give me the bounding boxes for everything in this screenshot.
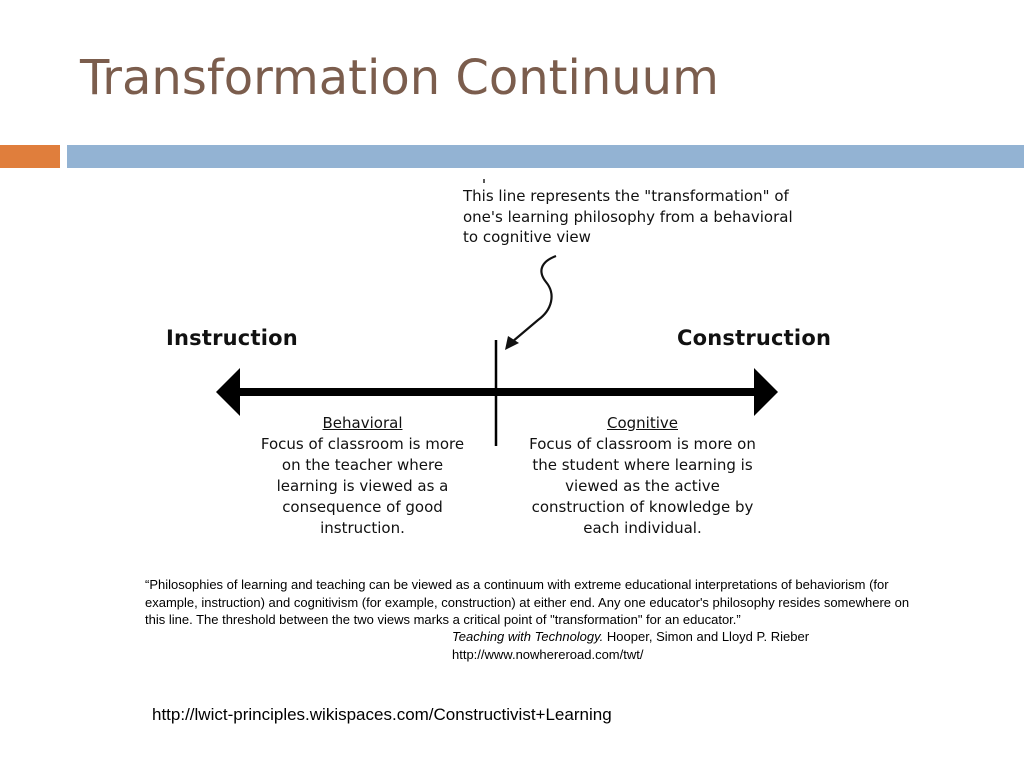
accent-bar-orange [0,145,60,168]
citation-url[interactable]: http://www.nowhereroad.com/twt/ [452,646,644,662]
citation-title: Teaching with Technology. [452,629,604,644]
annotation-text: This line represents the "transformation" of one's learning philosophy from a behavioral to cognitive view [463,187,793,246]
cognitive-description [520,413,765,539]
left-arrowhead [216,368,240,416]
continuum-diagram [0,170,1024,565]
slide-title: Transformation Continuum [80,50,719,106]
accent-bar-blue [67,145,1024,168]
pointer-arrow-line [512,256,556,342]
source-link[interactable]: http://lwict-principles.wikispaces.com/Constructivist+Learning [152,705,612,724]
construction-label: Construction [677,326,832,350]
citation-authors: Hooper, Simon and Lloyd P. Rieber [606,629,810,644]
instruction-label: Instruction [166,326,298,350]
behavioral-description [250,413,475,539]
right-arrowhead [754,368,778,416]
cognitive-text: Focus of classroom is more on the student where learning is viewed as the active construction of knowledge by each individual. [529,435,756,537]
cognitive-heading: Cognitive [606,414,678,432]
behavioral-text: Focus of classroom is more on the teacher where learning is viewed as a consequence of good instruction. [260,435,465,537]
behavioral-heading: Behavioral [322,414,403,432]
quote-text: “Philosophies of learning and teaching can be viewed as a continuum with extreme educational interpretations of behaviorism (for example, instruction) and cognitivism (for example, construction) at either end. Any one educator's philosophy resides somewhere on this line. The threshold between the two views marks a critical point of "transformation" for an educator.” [145,577,910,627]
citation [452,628,912,663]
